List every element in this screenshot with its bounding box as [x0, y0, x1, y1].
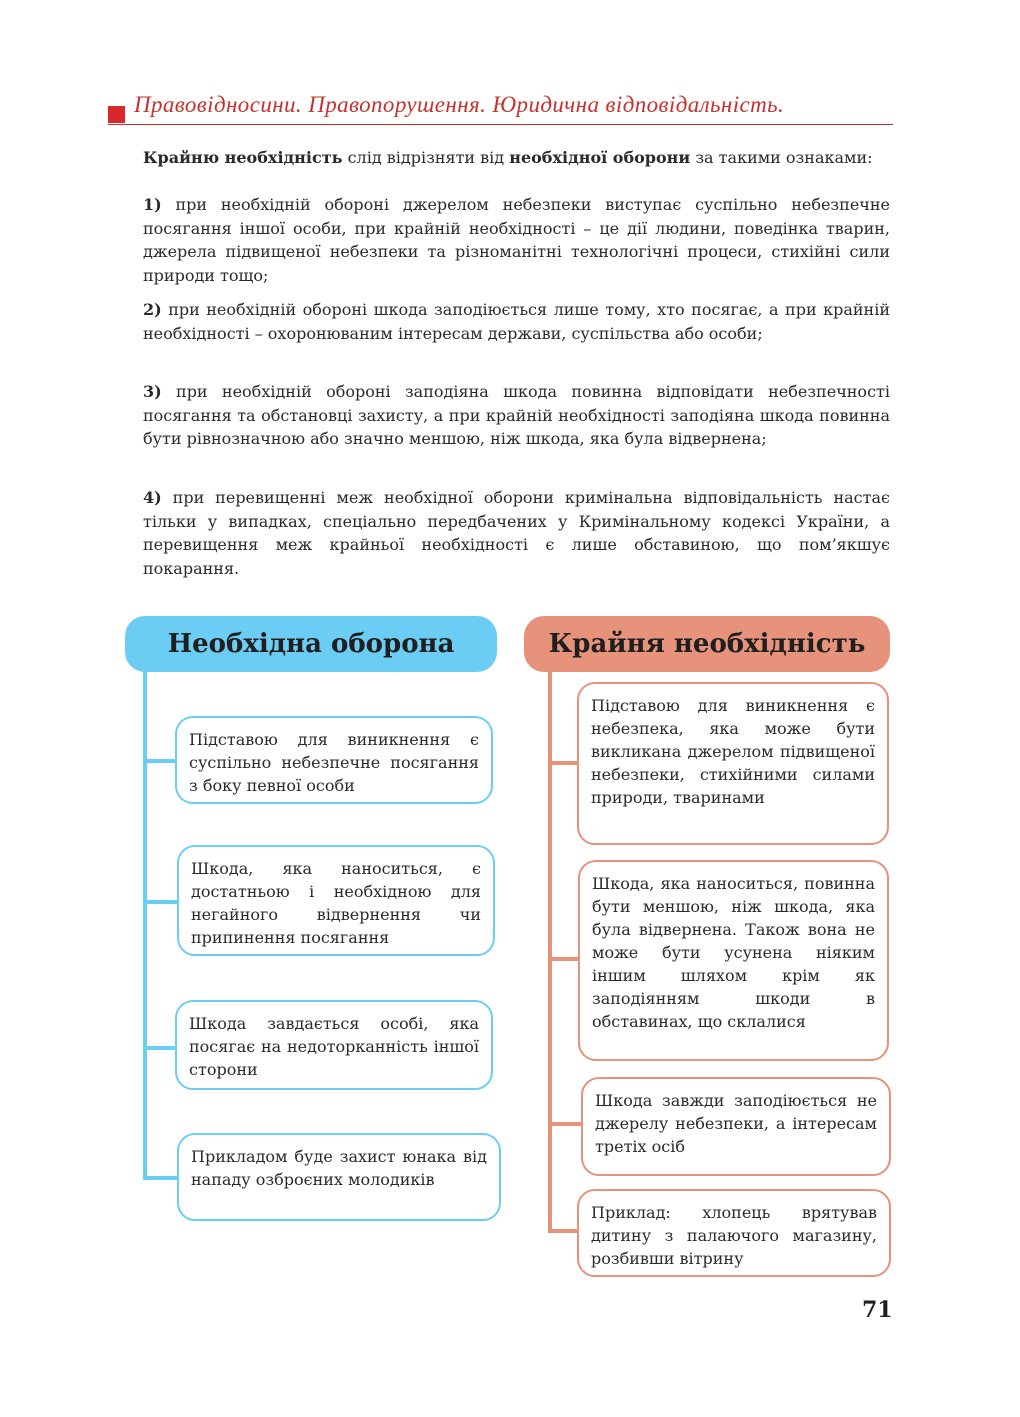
- connector-branch: [143, 759, 177, 763]
- point-1: [125, 193, 890, 287]
- defense-box-1: Підставою для виникнення є суспільно небезпечне посягання з боку певної особи: [175, 716, 493, 804]
- running-header: [108, 92, 893, 125]
- connector-branch: [143, 1176, 177, 1180]
- point-number: 2): [143, 300, 162, 319]
- intro-term-2: необхідної оборони: [509, 148, 691, 167]
- page-number: 71: [862, 1297, 893, 1323]
- point-number: 3): [143, 382, 162, 401]
- defense-box-2: Шкода, яка наноситься, є достатньою і необхідною для негайного відвернення чи припинення посягання: [177, 845, 495, 956]
- connector-branch: [548, 957, 581, 961]
- connector-branch: [548, 1122, 583, 1126]
- defense-box-3: Шкода завдається особі, яка посягає на недоторканність іншої сторони: [175, 1000, 493, 1090]
- necessity-box-4: Приклад: хлопець врятував дитину з палаючого магазину, розбивши вітрину: [577, 1189, 891, 1277]
- header-marker: [108, 106, 125, 123]
- connector-branch: [548, 1229, 580, 1233]
- intro-tail: за такими ознаками:: [690, 148, 873, 167]
- point-number: 4): [143, 488, 162, 507]
- necessity-box-1: Підставою для виникнення є небезпека, яка може бути викликана джерелом підвищеної небезпеки, стихійними силами природи, тваринами: [577, 682, 889, 845]
- necessity-box-2: Шкода, яка наноситься, повинна бути меншою, ніж шкода, яка була відвернена. Також вона не може бути усунена ніяким іншим шляхом крім як заподіянням шкоди в обставинах, що склалися: [578, 860, 889, 1061]
- necessary-defense-connector: [143, 670, 147, 1180]
- point-text: при необхідній обороні заподіяна шкода повинна відповідати небезпечності посягання та обстановці захисту, а при крайній необхідності заподіяна шкода повинна бути рівнозначною або значно меншою, ніж шкода, яка була відвернена;: [143, 382, 890, 448]
- necessary-defense-header: Необхідна оборона: [125, 616, 497, 672]
- intro-term-1: Крайню необхідність: [143, 148, 343, 167]
- header-title: Правовідносини. Правопорушення. Юридична відповідальність.: [134, 92, 785, 117]
- point-text: при необхідній обороні джерелом небезпеки виступає суспільно небезпечне посягання іншої особи, при крайній необхідності – це дії людини, поведінка тварин, джерела підвищеної небезпеки та різноманітні технологічні процеси, стихійні сили природи тощо;: [143, 195, 890, 285]
- defense-box-4: Прикладом буде захист юнака від нападу озброєних молодиків: [177, 1133, 501, 1221]
- point-text: при необхідній обороні шкода заподіюється лише тому, хто посягає, а при крайній необхідності – охоронюваним інтересам держави, суспільства або особи;: [143, 300, 890, 343]
- intro-mid: слід відрізняти від: [342, 148, 510, 167]
- connector-branch: [143, 900, 179, 904]
- point-text: при перевищенні меж необхідної оборони кримінальна відповідальність настає тільки у випадках, спеціально передбачених у Кримінальному кодексі України, а перевищення меж крайньої необхідності є лише обставиною, що пом’якшує покарання.: [143, 488, 890, 578]
- extreme-necessity-header: Крайня необхідність: [524, 616, 890, 672]
- extreme-necessity-connector: [548, 670, 552, 1233]
- point-number: 1): [143, 195, 162, 214]
- point-3: [125, 380, 890, 451]
- connector-branch: [143, 1046, 175, 1050]
- connector-branch: [548, 761, 578, 765]
- necessity-box-3: Шкода завжди заподіюється не джерелу небезпеки, а інтересам третіх осіб: [581, 1077, 891, 1176]
- point-4: [125, 486, 890, 580]
- intro-paragraph: [125, 146, 890, 170]
- point-2: [125, 298, 890, 345]
